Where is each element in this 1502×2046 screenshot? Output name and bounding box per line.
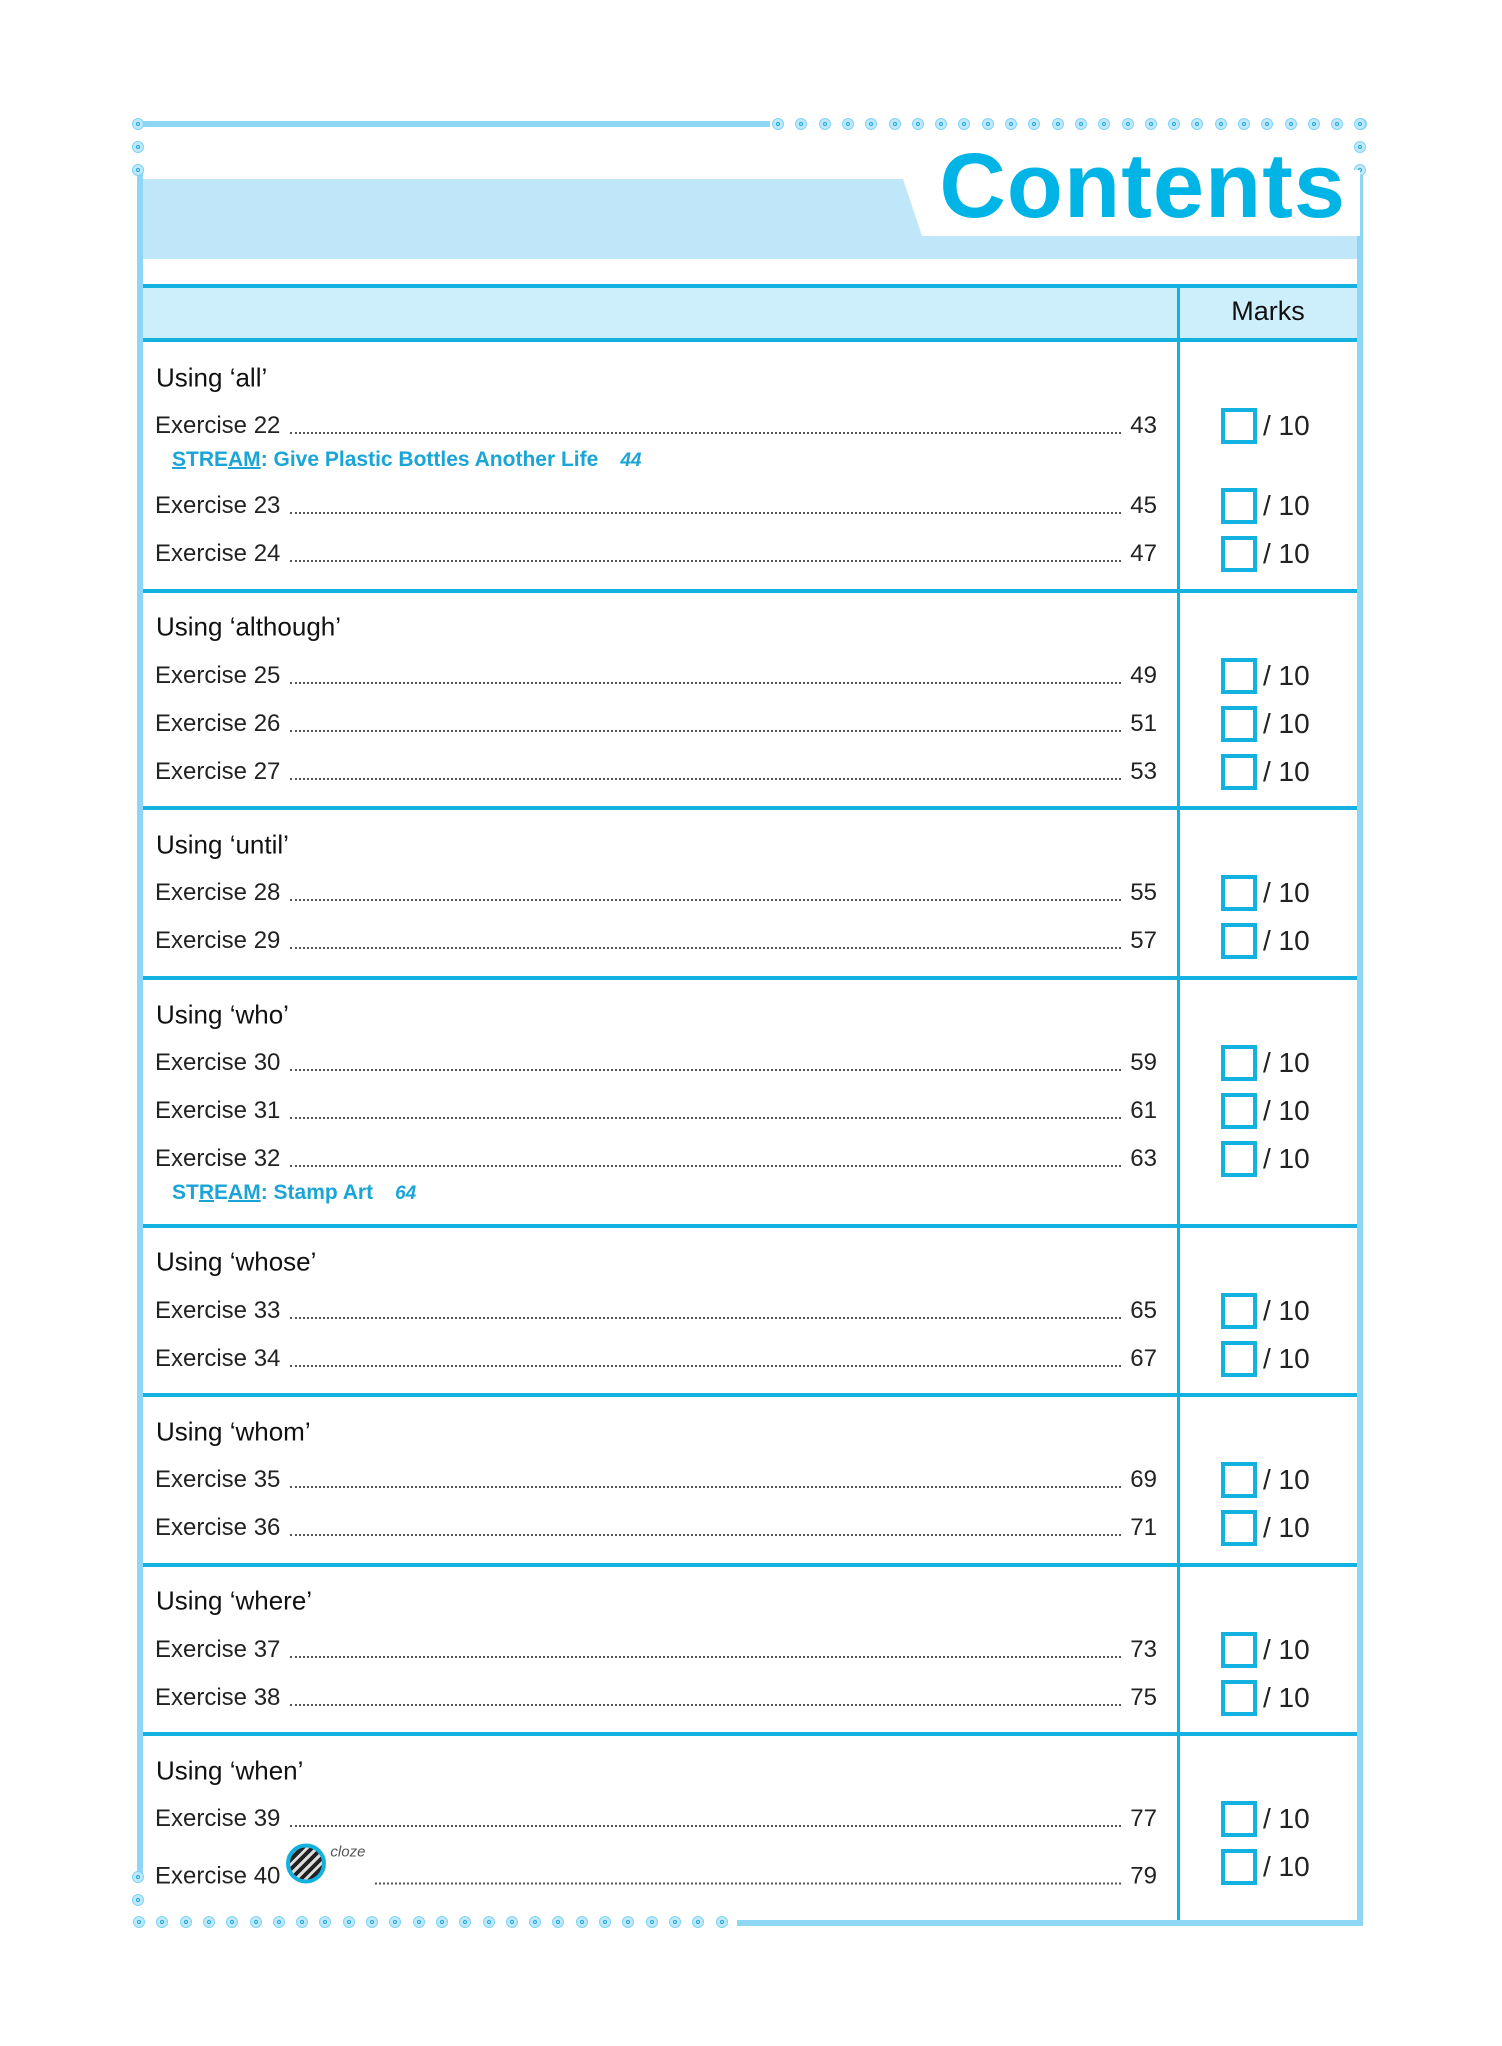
frame-dot (958, 118, 970, 130)
frame-dot (1052, 118, 1064, 130)
frame-dot (692, 1916, 704, 1928)
frame-dot (982, 118, 994, 130)
cloze-label: cloze (330, 1843, 366, 1861)
mark-total: / 10 (1263, 490, 1310, 521)
frame-dot (1308, 118, 1320, 130)
page-number: 63 (1130, 1145, 1157, 1172)
exercise-label: Exercise 31 (155, 1097, 281, 1124)
exercise-label: Exercise 36 (155, 1514, 281, 1541)
exercise-label: Exercise 38 (155, 1684, 281, 1711)
frame-dot (599, 1916, 611, 1928)
exercise-row[interactable] (155, 1636, 1157, 1664)
exercise-label: Exercise 25 (155, 662, 281, 689)
mark-total: / 10 (1263, 1851, 1310, 1882)
frame-dot (1215, 118, 1227, 130)
table-header (143, 284, 1357, 342)
frame-dot (296, 1916, 308, 1928)
frame-dot (413, 1916, 425, 1928)
mark-field[interactable] (1221, 923, 1310, 959)
page-number: 69 (1130, 1466, 1157, 1493)
dot-leader (290, 778, 1121, 780)
mark-field[interactable] (1221, 875, 1310, 911)
exercise-row[interactable] (155, 1345, 1157, 1373)
exercise-label: Exercise 24 (155, 540, 281, 567)
frame-dot (132, 1894, 144, 1906)
page-number: 57 (1130, 927, 1157, 954)
frame-dot (529, 1916, 541, 1928)
dot-leader (290, 1165, 1121, 1167)
frame-dot (389, 1916, 401, 1928)
frame-dot (622, 1916, 634, 1928)
mark-total: / 10 (1263, 877, 1310, 908)
stream-title-part: AM (228, 1181, 261, 1204)
page-number: 43 (1130, 412, 1157, 439)
dot-leader (290, 1656, 1121, 1658)
section-heading: Using ‘who’ (156, 999, 289, 1030)
section-divider (143, 976, 1357, 980)
section-heading: Using ‘where’ (156, 1585, 313, 1616)
frame-dot (1331, 118, 1343, 130)
page-number: 75 (1130, 1684, 1157, 1711)
mark-field[interactable] (1221, 1632, 1310, 1668)
page-number: 61 (1130, 1097, 1157, 1124)
stream-title-part: S (172, 448, 187, 471)
marks-column-header: Marks (1231, 296, 1305, 326)
exercise-label: Exercise 39 (155, 1805, 281, 1832)
frame-dot (250, 1916, 262, 1928)
section-divider (143, 1563, 1357, 1567)
frame-dot (132, 118, 144, 130)
frame-dot (1238, 118, 1250, 130)
frame-dot (842, 118, 854, 130)
stream-title-part: E (214, 1181, 229, 1204)
frame-dot (935, 118, 947, 130)
mark-field[interactable] (1221, 1093, 1310, 1129)
exercise-label: Exercise 27 (155, 758, 281, 785)
dot-leader (375, 1883, 1121, 1885)
page-number: 45 (1130, 492, 1157, 519)
frame-dot (483, 1916, 495, 1928)
mark-checkbox[interactable] (1221, 488, 1257, 524)
mark-field[interactable] (1221, 408, 1310, 444)
frame-dot (506, 1916, 518, 1928)
section-heading: Using ‘all’ (156, 362, 268, 393)
page-number: 53 (1130, 758, 1157, 785)
frame-dot (132, 1871, 144, 1883)
mark-checkbox[interactable] (1221, 875, 1257, 911)
mark-checkbox[interactable] (1221, 1462, 1257, 1498)
mark-total: / 10 (1263, 1343, 1310, 1374)
mark-field[interactable] (1221, 1462, 1310, 1498)
exercise-row[interactable] (155, 927, 1157, 955)
mark-checkbox[interactable] (1221, 754, 1257, 790)
dot-leader (290, 1704, 1121, 1706)
mark-total: / 10 (1263, 756, 1310, 787)
frame-dot (552, 1916, 564, 1928)
page-number: 79 (1130, 1862, 1157, 1890)
cloze-icon (286, 1844, 326, 1884)
marks-column-divider (1177, 284, 1180, 1920)
mark-checkbox[interactable] (1221, 658, 1257, 694)
stream-title-part: : Give Plastic Bottles Another Life (260, 448, 599, 471)
page-number: 65 (1130, 1297, 1157, 1324)
mark-checkbox[interactable] (1221, 1632, 1257, 1668)
section-heading: Using ‘whom’ (156, 1416, 311, 1447)
exercise-label: Exercise 37 (155, 1636, 281, 1663)
page-number: 67 (1130, 1345, 1157, 1372)
frame-dot (889, 118, 901, 130)
page-number: 71 (1130, 1514, 1157, 1541)
exercise-row[interactable] (155, 1466, 1157, 1494)
frame-dot (716, 1916, 728, 1928)
stream-title-part: TRE (186, 448, 229, 471)
exercise-label: Exercise 34 (155, 1345, 281, 1372)
mark-field[interactable] (1221, 1849, 1310, 1885)
mark-field[interactable] (1221, 1293, 1310, 1329)
exercise-row[interactable] (155, 1049, 1157, 1077)
exercise-row[interactable] (155, 1297, 1157, 1325)
page-number: 51 (1130, 710, 1157, 737)
section-heading: Using ‘whose’ (156, 1246, 317, 1277)
section-divider (143, 1393, 1357, 1397)
exercise-row[interactable] (155, 758, 1157, 786)
exercise-row[interactable] (155, 1684, 1157, 1712)
exercise-row[interactable] (155, 1097, 1157, 1125)
mark-total: / 10 (1263, 538, 1310, 569)
frame-dot (1191, 118, 1203, 130)
mark-field[interactable] (1221, 1680, 1310, 1716)
frame-dot (1028, 118, 1040, 130)
exercise-row[interactable] (155, 662, 1157, 690)
frame-dot (865, 118, 877, 130)
stream-title-part: : Stamp Art (260, 1181, 374, 1204)
dot-leader (290, 1825, 1121, 1827)
dot-leader (290, 947, 1121, 949)
page-number: 77 (1130, 1805, 1157, 1832)
page-number: 47 (1130, 540, 1157, 567)
exercise-label: Exercise 23 (155, 492, 281, 519)
frame-dot (203, 1916, 215, 1928)
mark-field[interactable] (1221, 536, 1310, 572)
mark-checkbox[interactable] (1221, 1341, 1257, 1377)
mark-total: / 10 (1263, 1682, 1310, 1713)
frame-dot (1285, 118, 1297, 130)
frame-dot (436, 1916, 448, 1928)
mark-checkbox[interactable] (1221, 408, 1257, 444)
exercise-row[interactable] (155, 1145, 1157, 1173)
mark-checkbox[interactable] (1221, 1510, 1257, 1546)
dot-leader (290, 432, 1121, 434)
frame-dot (1261, 118, 1273, 130)
frame-dot (132, 141, 144, 153)
exercise-row[interactable] (155, 492, 1157, 520)
dot-leader (290, 1317, 1121, 1319)
mark-field[interactable] (1221, 658, 1310, 694)
mark-checkbox[interactable] (1221, 1849, 1257, 1885)
mark-checkbox[interactable] (1221, 1093, 1257, 1129)
exercise-label: Exercise 22 (155, 412, 281, 439)
section-divider (143, 589, 1357, 593)
page-title: Contents (939, 135, 1346, 237)
mark-checkbox[interactable] (1221, 1293, 1257, 1329)
frame-dot (772, 118, 784, 130)
mark-checkbox[interactable] (1221, 923, 1257, 959)
mark-field[interactable] (1221, 1510, 1310, 1546)
mark-field[interactable] (1221, 754, 1310, 790)
frame-dot (1005, 118, 1017, 130)
stream-page-number: 64 (395, 1183, 417, 1204)
exercise-label: Exercise 26 (155, 710, 281, 737)
stream-link[interactable] (172, 1181, 416, 1205)
frame-dot (819, 118, 831, 130)
frame-dot (343, 1916, 355, 1928)
mark-total: / 10 (1263, 1295, 1310, 1326)
dot-leader (290, 1365, 1121, 1367)
frame-left-line (137, 170, 143, 1876)
frame-dot (319, 1916, 331, 1928)
exercise-label: Exercise 40 (155, 1862, 281, 1890)
exercise-row[interactable] (155, 1805, 1157, 1833)
frame-right-line (1357, 170, 1363, 1926)
exercise-row[interactable] (155, 540, 1157, 568)
section-divider (143, 1732, 1357, 1736)
frame-dot (912, 118, 924, 130)
section-heading: Using ‘until’ (156, 829, 289, 860)
dot-leader (290, 730, 1121, 732)
page-number: 73 (1130, 1636, 1157, 1663)
frame-dot (646, 1916, 658, 1928)
exercise-row[interactable] (155, 1844, 1157, 1891)
exercise-label: Exercise 35 (155, 1466, 281, 1493)
section-heading: Using ‘although’ (156, 611, 342, 642)
mark-checkbox[interactable] (1221, 706, 1257, 742)
mark-total: / 10 (1263, 410, 1310, 441)
stream-page-number: 44 (620, 450, 642, 471)
frame-dot (669, 1916, 681, 1928)
mark-total: / 10 (1263, 1634, 1310, 1665)
mark-field[interactable] (1221, 1801, 1310, 1837)
dot-leader (290, 1534, 1121, 1536)
frame-dot (576, 1916, 588, 1928)
frame-dot (226, 1916, 238, 1928)
mark-field[interactable] (1221, 1141, 1310, 1177)
frame-dot (132, 164, 144, 176)
exercise-label: Exercise 33 (155, 1297, 281, 1324)
frame-dot (1354, 118, 1366, 130)
mark-field[interactable] (1221, 1045, 1310, 1081)
mark-total: / 10 (1263, 1095, 1310, 1126)
dot-leader (290, 512, 1121, 514)
mark-checkbox[interactable] (1221, 1801, 1257, 1837)
frame-bottom-line (737, 1920, 1363, 1926)
exercise-label: Exercise 29 (155, 927, 281, 954)
frame-dot (156, 1916, 168, 1928)
frame-dot (1122, 118, 1134, 130)
frame-dot (459, 1916, 471, 1928)
mark-checkbox[interactable] (1221, 1680, 1257, 1716)
mark-field[interactable] (1221, 706, 1310, 742)
page-number: 55 (1130, 879, 1157, 906)
mark-field[interactable] (1221, 488, 1310, 524)
exercise-row[interactable] (155, 879, 1157, 907)
mark-checkbox[interactable] (1221, 1045, 1257, 1081)
exercise-label: Exercise 32 (155, 1145, 281, 1172)
page-number: 59 (1130, 1049, 1157, 1076)
frame-dot (1168, 118, 1180, 130)
frame-dot (133, 1916, 145, 1928)
frame-dot (1354, 141, 1366, 153)
mark-total: / 10 (1263, 708, 1310, 739)
dot-leader (290, 1117, 1121, 1119)
frame-dot (273, 1916, 285, 1928)
section-divider (143, 806, 1357, 810)
mark-total: / 10 (1263, 1143, 1310, 1174)
mark-total: / 10 (1263, 925, 1310, 956)
exercise-label: Exercise 30 (155, 1049, 281, 1076)
dot-leader (290, 682, 1121, 684)
frame-dot (1098, 118, 1110, 130)
mark-total: / 10 (1263, 1803, 1310, 1834)
mark-total: / 10 (1263, 660, 1310, 691)
mark-total: / 10 (1263, 1464, 1310, 1495)
stream-link[interactable] (172, 448, 641, 472)
frame-top-line (140, 121, 770, 127)
exercise-row[interactable] (155, 1514, 1157, 1542)
page-number: 49 (1130, 662, 1157, 689)
frame-dot (1075, 118, 1087, 130)
mark-field[interactable] (1221, 1341, 1310, 1377)
exercise-row[interactable] (155, 412, 1157, 440)
section-heading: Using ‘when’ (156, 1755, 304, 1786)
mark-checkbox[interactable] (1221, 1141, 1257, 1177)
cloze-badge (286, 1844, 365, 1884)
dot-leader (290, 899, 1121, 901)
dot-leader (290, 1486, 1121, 1488)
mark-total: / 10 (1263, 1512, 1310, 1543)
frame-dot (795, 118, 807, 130)
stream-title-part: AM (228, 448, 261, 471)
frame-dot (180, 1916, 192, 1928)
frame-dot (366, 1916, 378, 1928)
mark-checkbox[interactable] (1221, 536, 1257, 572)
exercise-row[interactable] (155, 710, 1157, 738)
dot-leader (290, 560, 1121, 562)
exercise-label: Exercise 28 (155, 879, 281, 906)
dot-leader (290, 1069, 1121, 1071)
frame-dot (1145, 118, 1157, 130)
stream-title-part: ST (172, 1181, 199, 1204)
section-divider (143, 1224, 1357, 1228)
mark-total: / 10 (1263, 1047, 1310, 1078)
stream-title-part: R (198, 1181, 215, 1204)
